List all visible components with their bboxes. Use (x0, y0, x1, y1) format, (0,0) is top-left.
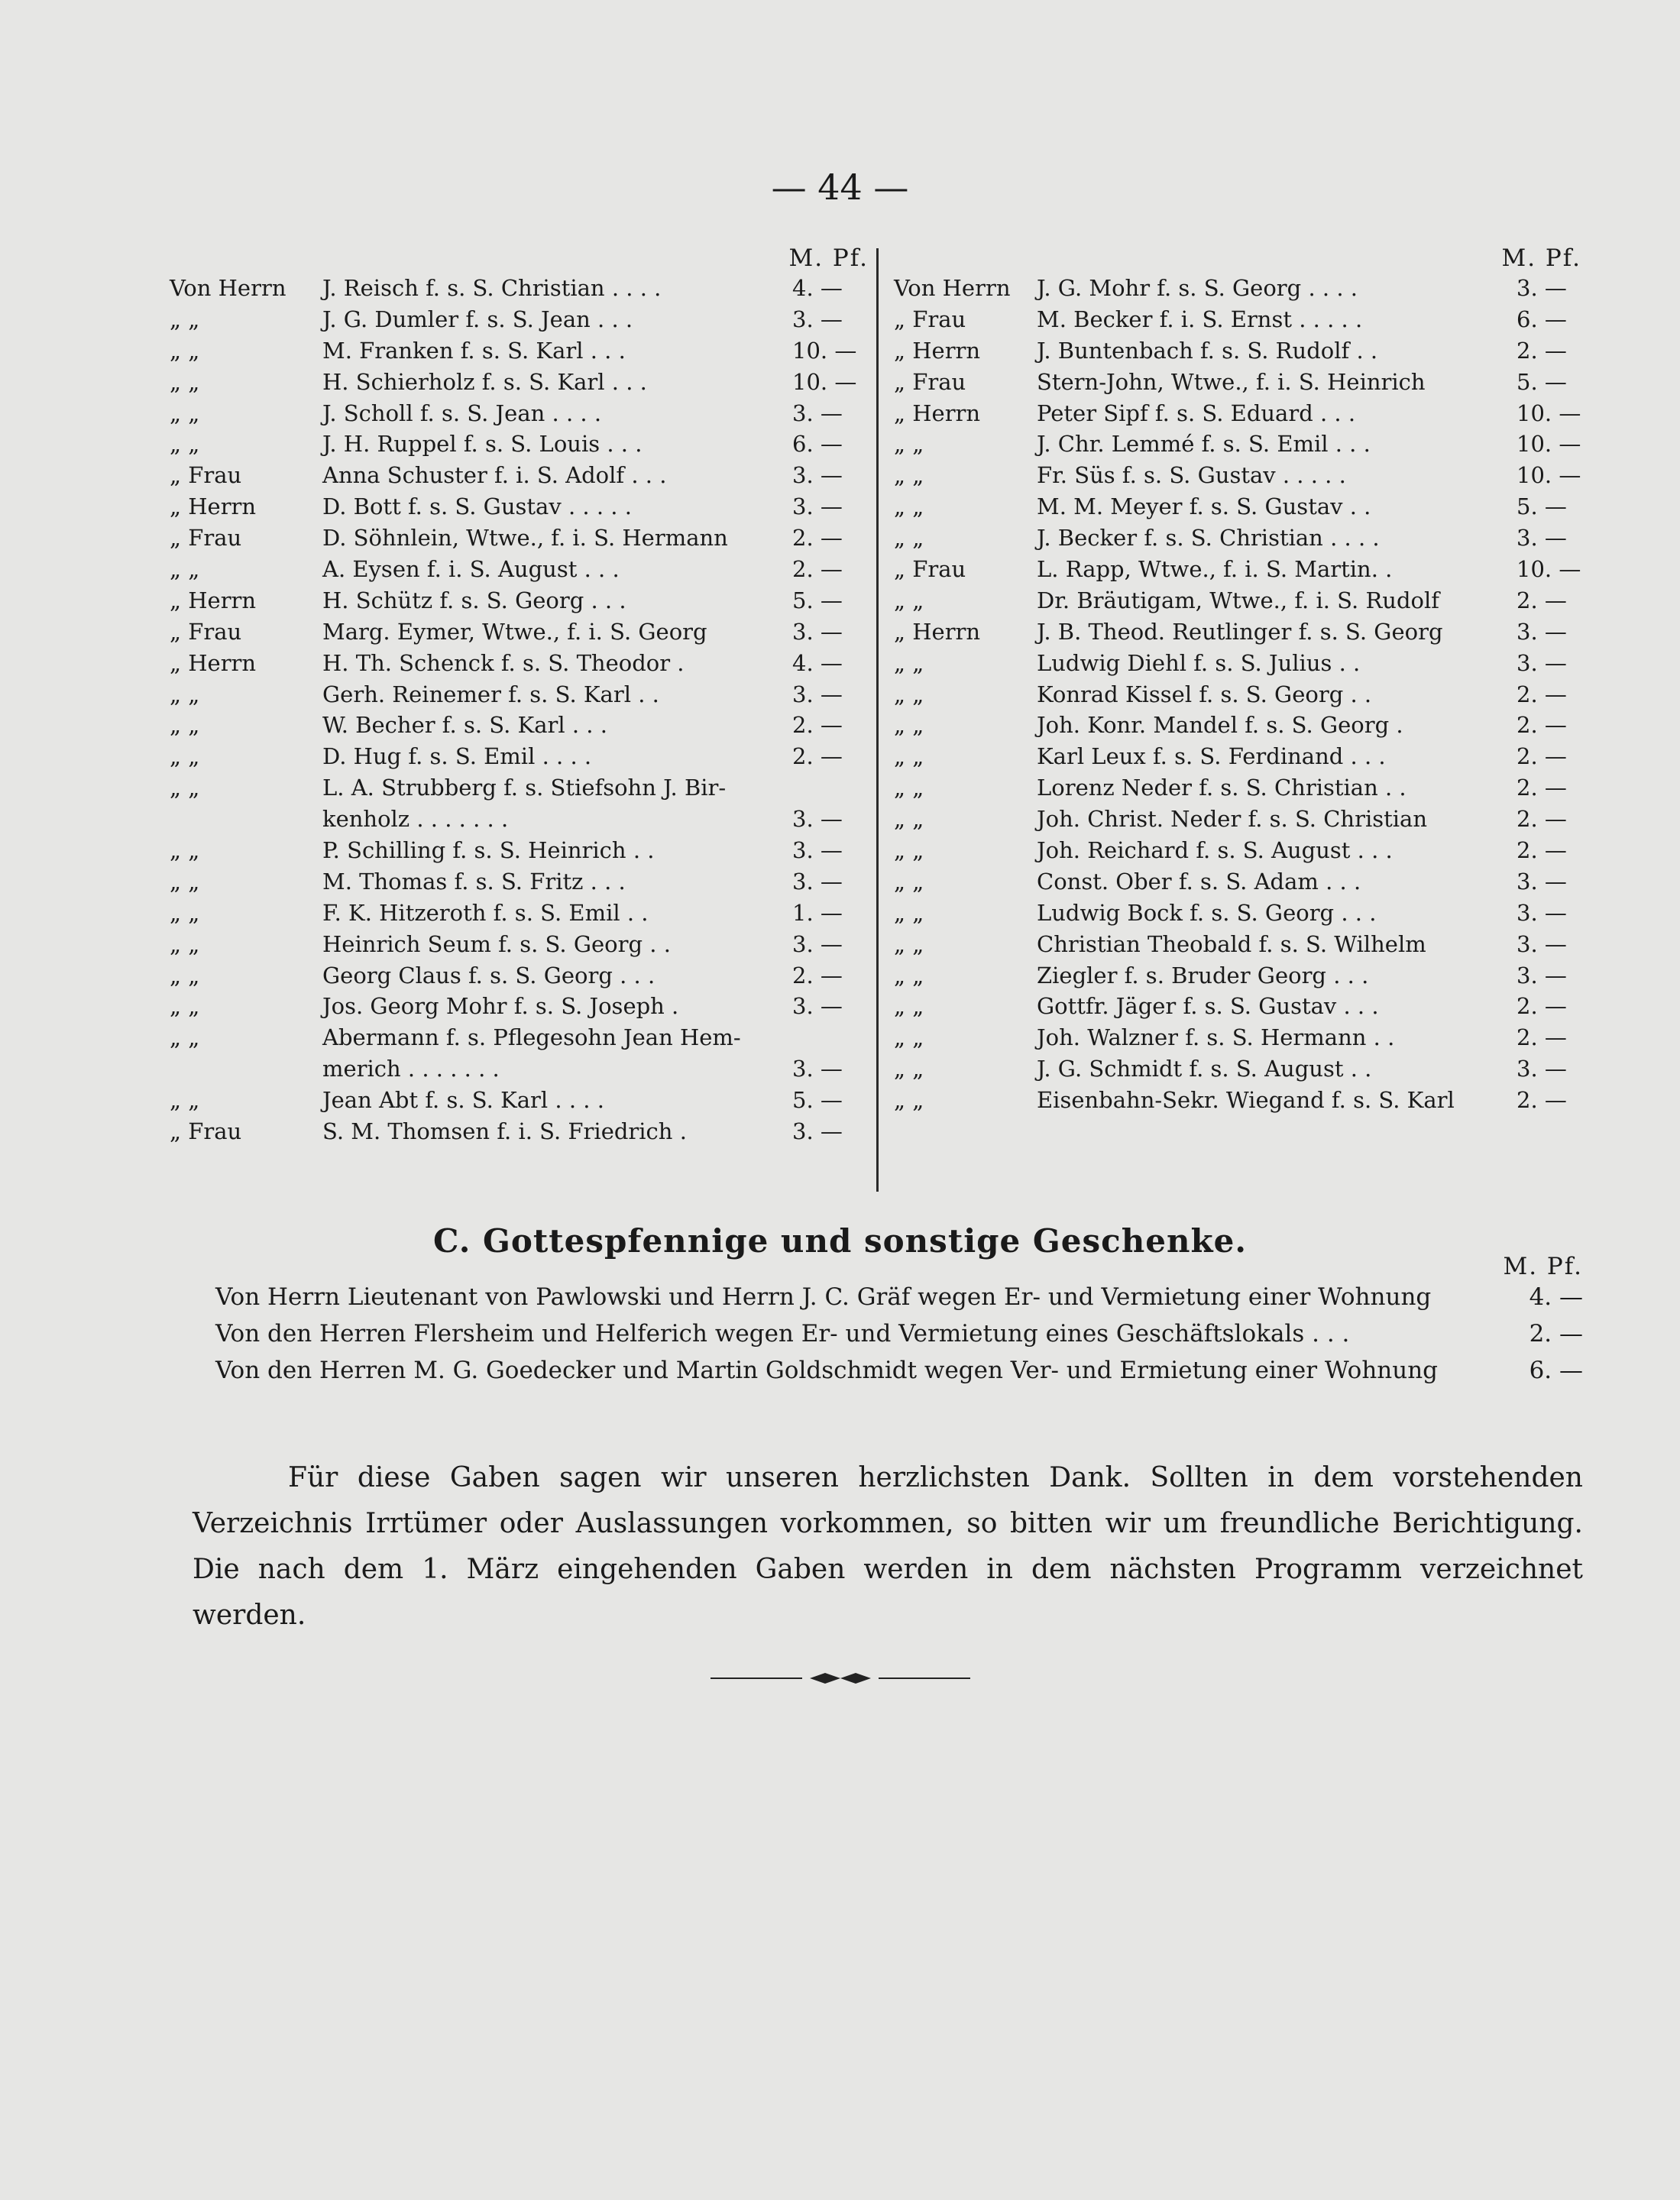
section-c-gifts (215, 1253, 1583, 1393)
donation-amount: 2. — (1517, 587, 1567, 613)
donor-prefix: „ „ (894, 962, 924, 988)
donor-name: Joh. Konr. Mandel f. s. S. Georg . (1037, 712, 1403, 739)
donor-prefix: „ „ (170, 337, 200, 364)
donor-name: Gerh. Reinemer f. s. S. Karl . . (322, 681, 659, 707)
donor-name: Jean Abt f. s. S. Karl . . . . (322, 1087, 604, 1114)
donation-row (170, 619, 869, 650)
donor-name: Dr. Bräutigam, Wtwe., f. i. S. Rudolf (1037, 587, 1439, 613)
donor-prefix: Von Herrn (170, 275, 286, 301)
donor-prefix: „ „ (894, 899, 924, 926)
donation-amount: 5. — (792, 587, 843, 613)
donation-amount: 3. — (1517, 899, 1567, 926)
donor-prefix: „ „ (894, 806, 924, 833)
donation-row (894, 743, 1581, 775)
donation-row (894, 400, 1581, 432)
donor-prefix: „ Herrn (894, 618, 981, 645)
donation-row (894, 837, 1581, 869)
donor-prefix: „ Herrn (170, 649, 257, 676)
donor-name: F. K. Hitzeroth f. s. S. Emil . . (322, 899, 649, 926)
donation-row (894, 556, 1581, 587)
donation-row (170, 681, 869, 713)
donation-amount: 3. — (792, 618, 843, 645)
donation-row (170, 962, 869, 994)
donation-row (170, 493, 869, 525)
donation-row (894, 712, 1581, 743)
donation-amount: 4. — (792, 275, 843, 301)
page-number: — 44 — (771, 167, 909, 208)
donor-prefix: „ „ (170, 400, 200, 426)
donation-amount: 1. — (792, 899, 843, 926)
donation-row (894, 993, 1581, 1024)
donation-row (894, 1024, 1581, 1056)
closing-paragraph (193, 1455, 1583, 1639)
donation-row (170, 931, 869, 962)
donor-name: A. Eysen f. i. S. August . . . (322, 556, 620, 583)
donor-name: Gottfr. Jäger f. s. S. Gustav . . . (1037, 993, 1379, 1020)
donation-amount: 2. — (1517, 712, 1567, 739)
unit-header-left (170, 244, 869, 275)
donation-row (894, 900, 1581, 931)
donation-amount: 2. — (792, 556, 843, 583)
donation-amount: 3. — (792, 993, 843, 1020)
donor-name: Christian Theobald f. s. S. Wilhelm (1037, 930, 1426, 957)
unit-label: M. Pf. (788, 244, 869, 272)
donor-name: L. Rapp, Wtwe., f. i. S. Martin. . (1037, 556, 1393, 583)
gift-amount: 2. — (1529, 1320, 1583, 1348)
donation-amount: 3. — (792, 400, 843, 426)
donation-amount: 6. — (792, 431, 843, 458)
donor-prefix: „ „ (170, 681, 200, 707)
donor-prefix: „ Frau (170, 618, 242, 645)
donor-name: kenholz . . . . . . . (322, 806, 509, 833)
donor-name: Peter Sipf f. s. S. Eduard . . . (1037, 400, 1356, 426)
donation-row (894, 806, 1581, 837)
donor-name: H. Schierholz f. s. S. Karl . . . (322, 368, 647, 395)
donation-row (894, 493, 1581, 525)
donor-prefix: „ „ (170, 868, 200, 895)
donor-name: H. Schütz f. s. S. Georg . . . (322, 587, 626, 613)
donation-row (170, 869, 869, 900)
donation-row (894, 275, 1581, 306)
donor-name: D. Hug f. s. S. Emil . . . . (322, 743, 592, 770)
donation-amount: 2. — (1517, 1087, 1567, 1114)
gift-row (215, 1320, 1583, 1357)
gift-row (215, 1357, 1583, 1393)
donation-row (170, 525, 869, 556)
donation-amount: 2. — (1517, 993, 1567, 1020)
donor-prefix: „ „ (170, 837, 200, 864)
donation-row (894, 431, 1581, 462)
donation-amount: 3. — (1517, 649, 1567, 676)
donation-row (170, 1056, 869, 1087)
donor-prefix: „ „ (170, 368, 200, 395)
donor-prefix: Von Herrn (894, 275, 1011, 301)
gift-text: Von den Herren Flersheim und Helferich wegen Er- und Vermietung eines Geschäftslokals . . . (215, 1320, 1350, 1348)
donation-amount: 3. — (792, 1056, 843, 1082)
donor-name: Anna Schuster f. i. S. Adolf . . . (322, 462, 667, 489)
donor-prefix: „ „ (894, 775, 924, 801)
donation-amount: 3. — (792, 681, 843, 707)
donation-amount: 2. — (1517, 743, 1567, 770)
donor-name: D. Bott f. s. S. Gustav . . . . . (322, 493, 632, 520)
donor-name: Jos. Georg Mohr f. s. S. Joseph . (322, 993, 679, 1020)
donor-prefix: „ „ (894, 462, 924, 489)
donor-name: J. G. Mohr f. s. S. Georg . . . . (1037, 275, 1358, 301)
donation-amount: 2. — (792, 743, 843, 770)
donation-row (894, 587, 1581, 619)
donor-name: J. G. Dumler f. s. S. Jean . . . (322, 306, 633, 332)
donor-prefix: „ „ (894, 837, 924, 864)
donor-name: J. Chr. Lemmé f. s. S. Emil . . . (1037, 431, 1371, 458)
donation-amount: 3. — (1517, 1056, 1567, 1082)
donation-row (894, 1087, 1581, 1118)
donation-amount: 3. — (792, 306, 843, 332)
donor-name: Heinrich Seum f. s. S. Georg . . (322, 930, 671, 957)
donor-prefix: „ „ (894, 993, 924, 1020)
donor-list-left (170, 244, 869, 1150)
donor-name: M. Thomas f. s. S. Fritz . . . (322, 868, 626, 895)
donation-amount: 2. — (792, 712, 843, 739)
donor-prefix: „ „ (170, 1024, 200, 1051)
donor-name: M. Becker f. i. S. Ernst . . . . . (1037, 306, 1363, 332)
unit-header-gifts (215, 1253, 1583, 1283)
donor-name: Konrad Kissel f. s. S. Georg . . (1037, 681, 1372, 707)
donor-name: Const. Ober f. s. S. Adam . . . (1037, 868, 1361, 895)
donation-row (170, 712, 869, 743)
donor-prefix: „ Herrn (894, 400, 981, 426)
donation-amount: 3. — (792, 868, 843, 895)
gift-amount: 4. — (1529, 1283, 1583, 1311)
donor-prefix: „ „ (170, 1087, 200, 1114)
donor-prefix: „ Frau (894, 556, 966, 583)
donation-row (170, 650, 869, 681)
donor-prefix: „ Herrn (170, 493, 257, 520)
donation-amount: 10. — (792, 368, 857, 395)
donation-amount: 2. — (1517, 806, 1567, 833)
donor-name: M. Franken f. s. S. Karl . . . (322, 337, 626, 364)
donor-prefix: „ „ (170, 431, 200, 458)
donor-name: S. M. Thomsen f. i. S. Friedrich . (322, 1118, 687, 1145)
donation-row (894, 619, 1581, 650)
donation-row (894, 681, 1581, 713)
donation-row (894, 775, 1581, 806)
donation-row (170, 1024, 869, 1056)
donor-prefix: „ „ (170, 556, 200, 583)
donor-name: Ludwig Bock f. s. S. Georg . . . (1037, 899, 1377, 926)
donor-name: Ziegler f. s. Bruder Georg . . . (1037, 962, 1369, 988)
donation-row (894, 306, 1581, 338)
donor-name: Eisenbahn-Sekr. Wiegand f. s. S. Karl (1037, 1087, 1455, 1114)
donor-name: H. Th. Schenck f. s. S. Theodor . (322, 649, 685, 676)
donor-name: Karl Leux f. s. S. Ferdinand . . . (1037, 743, 1386, 770)
donation-amount: 2. — (1517, 1024, 1567, 1051)
donation-row (894, 650, 1581, 681)
unit-header-right (894, 244, 1581, 275)
donor-name: J. Scholl f. s. S. Jean . . . . (322, 400, 602, 426)
donation-amount: 4. — (792, 649, 843, 676)
donor-name: Joh. Reichard f. s. S. August . . . (1037, 837, 1393, 864)
donor-name: J. Becker f. s. S. Christian . . . . (1037, 525, 1380, 552)
donor-prefix: „ „ (894, 525, 924, 552)
donation-amount: 10. — (1517, 400, 1581, 426)
donation-row (894, 1056, 1581, 1087)
donation-amount: 3. — (792, 462, 843, 489)
donor-name: L. A. Strubberg f. s. Stiefsohn J. Bir- (322, 775, 727, 801)
donor-prefix: „ „ (170, 962, 200, 988)
donor-prefix: „ „ (170, 743, 200, 770)
donation-amount: 5. — (1517, 368, 1567, 395)
donation-row (894, 869, 1581, 900)
donor-prefix: „ „ (894, 743, 924, 770)
donor-name: P. Schilling f. s. S. Heinrich . . (322, 837, 655, 864)
donation-amount: 2. — (1517, 775, 1567, 801)
donor-prefix: „ Herrn (170, 587, 257, 613)
donation-row (894, 931, 1581, 962)
donor-prefix: „ „ (894, 1056, 924, 1082)
donor-prefix: „ „ (894, 712, 924, 739)
donation-amount: 10. — (1517, 431, 1581, 458)
donor-name: Abermann f. s. Pflegesohn Jean Hem- (322, 1024, 741, 1051)
donor-name: J. Reisch f. s. S. Christian . . . . (322, 275, 662, 301)
donation-amount: 2. — (1517, 337, 1567, 364)
donor-prefix: „ „ (894, 587, 924, 613)
section-c-title: C. Gottespfennige und sonstige Geschenke. (433, 1222, 1247, 1260)
donor-prefix: „ „ (894, 649, 924, 676)
donor-name: Fr. Süs f. s. S. Gustav . . . . . (1037, 462, 1346, 489)
donor-name: Joh. Walzner f. s. S. Hermann . . (1037, 1024, 1395, 1051)
donation-row (170, 369, 869, 400)
donation-amount: 3. — (1517, 930, 1567, 957)
donation-amount: 2. — (792, 525, 843, 552)
donor-name: Marg. Eymer, Wtwe., f. i. S. Georg (322, 618, 707, 645)
donation-amount: 10. — (1517, 462, 1581, 489)
donation-amount: 10. — (1517, 556, 1581, 583)
donation-amount: 3. — (1517, 868, 1567, 895)
donation-row (894, 462, 1581, 493)
donation-row (170, 587, 869, 619)
donation-row (170, 306, 869, 338)
donor-name: Georg Claus f. s. S. Georg . . . (322, 962, 655, 988)
donation-amount: 2. — (1517, 681, 1567, 707)
donation-amount: 5. — (1517, 493, 1567, 520)
donor-name: Stern-John, Wtwe., f. i. S. Heinrich (1037, 368, 1426, 395)
donation-row (170, 1087, 869, 1118)
donation-amount: 3. — (1517, 525, 1567, 552)
column-divider (876, 248, 879, 1192)
donor-name: J. B. Theod. Reutlinger f. s. S. Georg (1037, 618, 1443, 645)
donor-name: Joh. Christ. Neder f. s. S. Christian (1037, 806, 1428, 833)
donor-prefix: „ Frau (894, 368, 966, 395)
donor-prefix: „ Frau (894, 306, 966, 332)
donor-prefix: „ „ (894, 868, 924, 895)
donation-row (170, 431, 869, 462)
donor-name: merich . . . . . . . (322, 1056, 500, 1082)
donation-row (170, 775, 869, 806)
donation-amount: 3. — (1517, 962, 1567, 988)
donor-prefix: „ „ (170, 930, 200, 957)
donor-name: Ludwig Diehl f. s. S. Julius . . (1037, 649, 1361, 676)
donor-prefix: „ „ (170, 712, 200, 739)
gift-row (215, 1283, 1583, 1320)
donation-amount: 3. — (792, 1118, 843, 1145)
donation-amount: 3. — (1517, 275, 1567, 301)
donation-amount: 5. — (792, 1087, 843, 1114)
donor-prefix: „ Herrn (894, 337, 981, 364)
donor-prefix: „ „ (894, 930, 924, 957)
donor-prefix: „ „ (894, 431, 924, 458)
donor-prefix: „ „ (894, 681, 924, 707)
donor-prefix: „ Frau (170, 1118, 242, 1145)
donation-amount: 3. — (1517, 618, 1567, 645)
donor-prefix: „ „ (170, 775, 200, 801)
donation-amount: 6. — (1517, 306, 1567, 332)
donor-prefix: „ „ (894, 1024, 924, 1051)
donation-row (170, 338, 869, 369)
donation-amount: 10. — (792, 337, 857, 364)
gift-text: Von Herrn Lieutenant von Pawlowski und Herrn J. C. Gräf wegen Er- und Vermietung einer Wohnung (215, 1283, 1432, 1311)
donation-row (170, 1118, 869, 1150)
donation-row (894, 525, 1581, 556)
donation-amount: 3. — (792, 493, 843, 520)
donation-row (170, 993, 869, 1024)
unit-label: M. Pf. (1503, 1253, 1583, 1280)
donor-prefix: „ „ (894, 1087, 924, 1114)
donation-row (170, 400, 869, 432)
donor-name: J. Buntenbach f. s. S. Rudolf . . (1037, 337, 1378, 364)
donor-name: J. G. Schmidt f. s. S. August . . (1037, 1056, 1372, 1082)
donor-prefix: „ Frau (170, 525, 242, 552)
donor-name: J. H. Ruppel f. s. S. Louis . . . (322, 431, 643, 458)
donation-row (170, 806, 869, 837)
donation-row (170, 462, 869, 493)
donation-amount: 2. — (792, 962, 843, 988)
donor-list-right (894, 244, 1581, 1118)
donation-row (894, 962, 1581, 994)
donation-row (170, 275, 869, 306)
gift-amount: 6. — (1529, 1357, 1583, 1384)
donation-amount: 2. — (1517, 837, 1567, 864)
donation-amount: 3. — (792, 930, 843, 957)
donor-name: D. Söhnlein, Wtwe., f. i. S. Hermann (322, 525, 728, 552)
donor-prefix: „ „ (170, 306, 200, 332)
donation-row (170, 743, 869, 775)
donor-name: W. Becher f. s. S. Karl . . . (322, 712, 607, 739)
donor-prefix: „ „ (170, 993, 200, 1020)
gift-text: Von den Herren M. G. Goedecker und Martin Goldschmidt wegen Ver- und Ermietung einer Wohnung (215, 1357, 1439, 1384)
unit-label: M. Pf. (1501, 244, 1581, 272)
donor-name: M. M. Meyer f. s. S. Gustav . . (1037, 493, 1371, 520)
donor-name: Lorenz Neder f. s. S. Christian . . (1037, 775, 1406, 801)
donation-amount: 3. — (792, 806, 843, 833)
donor-prefix: „ „ (170, 899, 200, 926)
donation-row (894, 369, 1581, 400)
closing-text: Für diese Gaben sagen wir unseren herzlichsten Dank. Sollten in dem vorstehenden Verzeichnis Irrtümer oder Auslassungen vorkommen, so bitten wir um freundliche Berichtigung. Die nach dem 1. März eingehenden Gaben werden in dem nächsten Programm verzeichnet werden. (193, 1462, 1583, 1631)
ornament-divider (711, 1667, 970, 1690)
donation-row (170, 837, 869, 869)
donor-prefix: „ Frau (170, 462, 242, 489)
donation-amount: 3. — (792, 837, 843, 864)
donation-row (170, 900, 869, 931)
donation-row (894, 338, 1581, 369)
donation-row (170, 556, 869, 587)
donor-prefix: „ „ (894, 493, 924, 520)
